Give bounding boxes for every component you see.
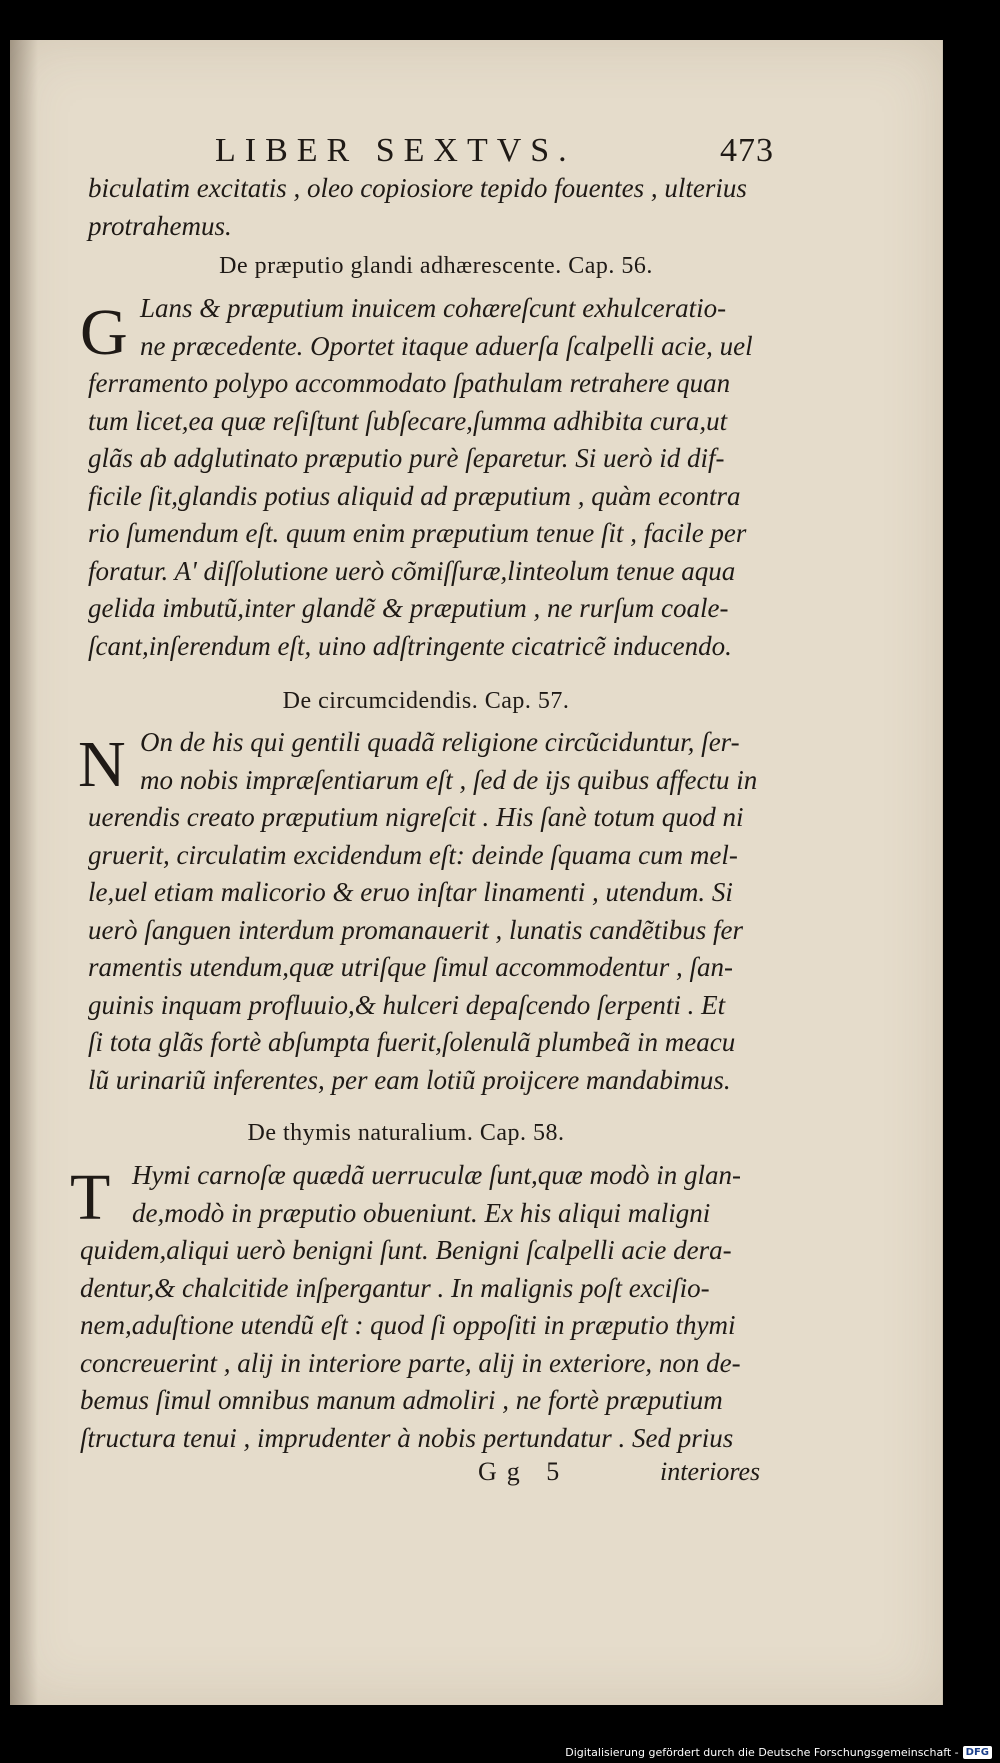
chapter-heading-56: De præputio glandi adhærescente. Cap. 56. [219,253,653,279]
text-line: nem,aduſtione utendũ eſt : quod ſi oppoſiti in præputio thymi [80,1310,736,1340]
folio-number: 473 [720,132,774,169]
text-line: uerò ſanguen interdum promanauerit , lunatis candẽtibus fer [88,914,743,945]
text-line: mo nobis impræſentiarum eſt , ſed de ijs quibus affectu in [140,764,758,795]
text-line: foratur. A' diſſolutione uerò cõmiſſuræ,linteolum tenue aqua [88,555,736,586]
text-line: le,uel etiam malicorio & eruo inſtar linamenti , utendum. Si [88,877,733,907]
text-line: biculatim excitatis , oleo copiosiore tepido fouentes , ulterius [88,173,747,203]
text-line: Hymi carnoſæ quædã uerruculæ ſunt,quæ modò in glan- [132,1160,741,1190]
catchword: interiores [660,1457,761,1486]
chapter-heading-58: De thymis naturalium. Cap. 58. [247,1120,565,1146]
text-line: concreuerint , alij in interiore parte, alij in exteriore, non de- [80,1347,741,1378]
chapter-58-text [80,1157,800,1457]
text-line: ſi tota glãs fortè abſumpta fuerit,ſolenulã plumbeã in meacu [88,1027,736,1057]
chapter-56-text [88,290,808,665]
text-line: ne præcedente. Oportet itaque aduerſa ſcalpelli acie, uel [140,330,753,361]
text-line: Lans & præputium inuicem cohæreſcunt exhulceratio- [140,293,727,323]
text-line: ſcant,inſerendum eſt, uino adſtringente cicatricẽ inducendo. [88,630,732,661]
drop-capital: G [80,296,128,369]
text-line: quidem,aliqui uerò benigni ſunt. Benigni ſcalpelli acie dera- [80,1235,732,1265]
text-line: ramentis utendum,quæ utriſque ſimul accommodentur , ſan- [88,952,733,982]
funding-credit: Digitalisierung gefördert durch die Deutsche Forschungsgemeinschaft - [565,1746,959,1759]
text-line: bemus ſimul omnibus manum admoliri , ne fortè præputium [80,1385,723,1415]
text-line: gelida imbutũ,inter glandẽ & præputium , ne rurſum coale- [88,593,729,623]
drop-capital: N [78,728,126,801]
text-line: ficile ſit,glandis potius aliquid ad præputium , quàm econtra [88,480,741,511]
text-line: dentur,& chalcitide inſpergantur . In malignis poſt exciſio- [80,1272,710,1303]
spine-shadow [10,40,38,1705]
drop-capital: T [70,1161,111,1234]
text-line: On de his qui gentili quadã religione circũciduntur, ſer- [140,727,740,757]
dfg-logo: DFG [963,1746,992,1759]
digitization-footer [565,1746,992,1759]
text-line: ferramento polypo accommodato ſpathulam retrahere quan [88,368,731,398]
text-line: glãs ab adglutinato præputio purè ſeparetur. Si uerò id dif- [88,443,725,473]
running-title: LIBER SEXTVS. [215,132,576,169]
text-line: guinis inquam profluuio,& hulceri depaſcendo ſerpenti . Et [88,989,726,1020]
text-line: gruerit, circulatim excidendum eſt: deinde ſquama cum mel- [88,839,738,870]
chapter-57-text [88,724,808,1099]
text-line: tum licet,ea quæ reſiſtunt ſubſecare,ſumma adhibita cura,ut [88,405,728,436]
text-line: rio ſumendum eſt. quum enim præputium tenue ſit , facile per [88,518,747,548]
chapter-heading-57: De circumcidendis. Cap. 57. [282,688,570,714]
text-line: de,modò in præputio obueniunt. Ex his aliqui maligni [132,1197,711,1228]
signature-mark: Gg 5 [478,1457,570,1486]
text-line: uerendis creato præputium nigreſcit . His ſanè totum quod ni [88,802,744,832]
book-page [10,40,943,1705]
text-line: ſtructura tenui , imprudenter à nobis pertundatur . Sed prius [80,1422,734,1453]
text-line: lũ urinariũ inferentes, per eam lotiũ proijcere mandabimus. [88,1064,731,1095]
carry-over-text [88,170,808,245]
text-line: protrahemus. [88,210,232,241]
